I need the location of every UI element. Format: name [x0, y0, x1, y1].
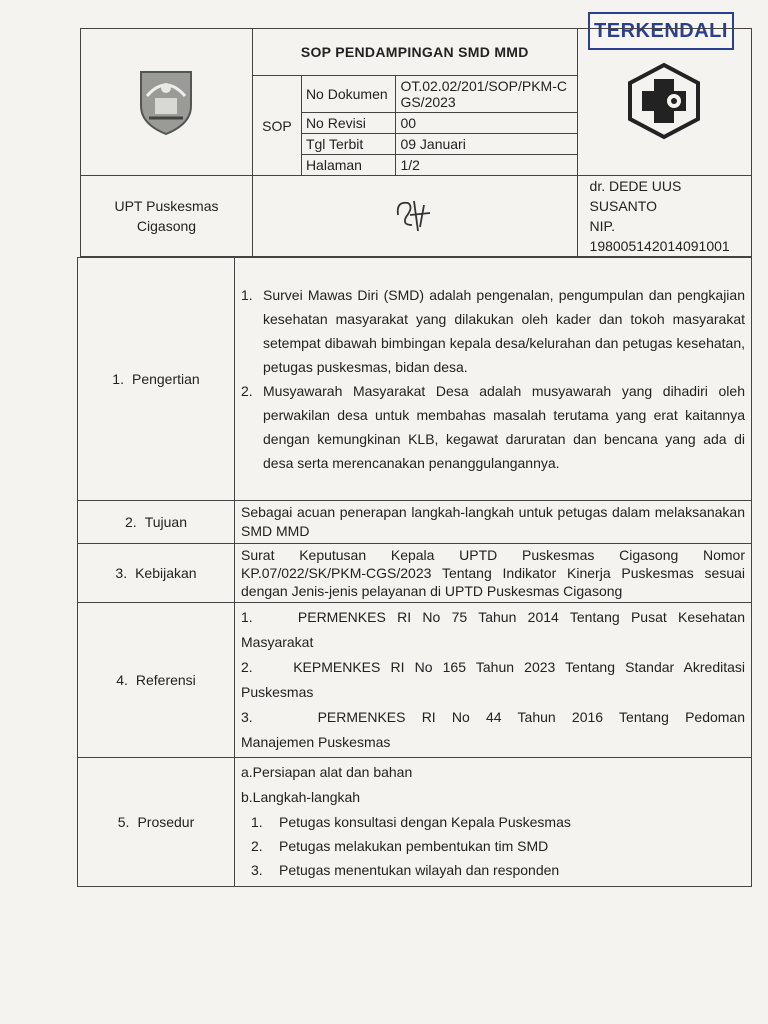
- head-name: dr. DEDE UUS SUSANTO: [589, 178, 682, 214]
- section-label-referensi: [78, 603, 235, 758]
- procedure-step: [241, 858, 745, 882]
- meta-key-halaman: Halaman: [301, 155, 396, 176]
- controlled-stamp: TERKENDALI: [588, 12, 734, 50]
- meta-value-revisi: 00: [396, 113, 577, 134]
- unit-name-text: UPT Puskesmas Cigasong: [114, 198, 219, 234]
- meta-value-halaman: 1/2: [396, 155, 577, 176]
- item-text: PERMENKES RI No 44 Tahun 2016 Tentang Pedoman: [317, 709, 745, 725]
- step-number: 1.: [251, 814, 263, 830]
- section-content-kebijakan: Surat Keputusan Kepala UPTD Puskesmas Cigasong Nomor KP.07/022/SK/PKM-CGS/2023 Tentang Indikator Kinerja Puskesmas sesuai dengan Jenis-jenis pelayanan di UPTD Puskesmas Cigasong: [235, 544, 752, 603]
- section-label-prosedur: [78, 758, 235, 887]
- procedure-step: [241, 810, 745, 834]
- signature-icon: [390, 195, 440, 235]
- meta-value-terbit: 09 Januari: [396, 134, 577, 155]
- section-content-pengertian: [235, 258, 752, 501]
- section-title: Pengertian: [131, 371, 200, 387]
- head-of-unit: [577, 176, 751, 257]
- section-title: Tujuan: [144, 514, 187, 530]
- document-title: SOP PENDAMPINGAN SMD MMD: [252, 29, 577, 76]
- item-number: 2.: [241, 659, 253, 675]
- meta-value-dokumen: OT.02.02/201/SOP/PKM-CGS/2023: [396, 76, 577, 113]
- item-number: 2.: [241, 383, 253, 399]
- section-content-referensi: [235, 603, 752, 758]
- regency-logo-icon: [135, 66, 197, 136]
- item-text: Musyawarah Masyarakat Desa adalah musyawarah yang dihadiri oleh perwakilan desa untuk membahas masalah terutama yang erat kaitannya dengan kemungkinan KLB, kegawat daruratan dan bencana yang ada di desa serta merencanakan penanggulangannya.: [263, 383, 745, 471]
- reference-item: [241, 705, 745, 730]
- section-number: 3.: [115, 565, 128, 581]
- definition-item: [241, 283, 745, 379]
- definition-item: [241, 379, 745, 475]
- sop-label: SOP: [252, 76, 301, 176]
- section-number: 5.: [117, 814, 130, 830]
- meta-key-terbit: Tgl Terbit: [301, 134, 396, 155]
- step-number: 2.: [251, 838, 263, 854]
- section-number: 2.: [125, 514, 137, 530]
- section-content-tujuan: Sebagai acuan penerapan langkah-langkah untuk petugas dalam melaksanakan SMD MMD: [235, 501, 752, 544]
- item-number: 1.: [241, 287, 253, 303]
- reference-item: [241, 655, 745, 680]
- meta-key-revisi: No Revisi: [301, 113, 396, 134]
- section-title: Prosedur: [137, 814, 195, 830]
- section-label-tujuan: [78, 501, 235, 544]
- section-number: 4.: [116, 672, 128, 688]
- step-text: Petugas melakukan pembentukan tim SMD: [279, 838, 549, 854]
- section-title: Kebijakan: [135, 565, 197, 581]
- regency-logo-cell: [81, 29, 253, 176]
- section-label-kebijakan: [78, 544, 235, 603]
- unit-name: [81, 176, 253, 257]
- procedure-part-b: b.Langkah-langkah: [241, 789, 361, 805]
- item-text: Survei Mawas Diri (SMD) adalah pengenalan, pengumpulan dan pengkajian kesehatan masyarakat yang dilakukan oleh kader dan tokoh masyarakat setempat dibawah bimbingan kepala desa/kelurahan dan petugas kesehatan, petugas puskesmas, bidan desa.: [263, 287, 745, 375]
- section-content-prosedur: [235, 758, 752, 887]
- reference-item-cont: Manajemen Puskesmas: [241, 734, 391, 750]
- meta-key-dokumen: No Dokumen: [301, 76, 396, 113]
- signature-cell: [252, 176, 577, 257]
- section-label-pengertian: [78, 258, 235, 501]
- item-number: 1.: [241, 609, 253, 625]
- sop-content-table: [77, 257, 752, 887]
- reference-item-cont: Masyarakat: [241, 634, 314, 650]
- procedure-step: [241, 834, 745, 858]
- step-number: 3.: [251, 862, 263, 878]
- sop-header-table: [80, 28, 752, 257]
- item-number: 3.: [241, 709, 253, 725]
- reference-item-cont: Puskesmas: [241, 684, 314, 700]
- reference-item: [241, 605, 745, 630]
- step-text: Petugas menentukan wilayah dan responden: [279, 862, 560, 878]
- section-number: 1.: [112, 371, 124, 387]
- item-text: KEPMENKES RI No 165 Tahun 2023 Tentang Standar Akreditasi: [293, 659, 745, 675]
- puskesmas-logo-cell: [577, 29, 751, 176]
- puskesmas-logo-icon: [624, 61, 704, 141]
- item-text: PERMENKES RI No 75 Tahun 2014 Tentang Pusat Kesehatan: [297, 609, 746, 625]
- section-title: Referensi: [135, 672, 196, 688]
- step-text: Petugas konsultasi dengan Kepala Puskesmas: [279, 814, 571, 830]
- head-nip: NIP. 198005142014091001: [589, 218, 730, 254]
- procedure-part-a: a.Persiapan alat dan bahan: [241, 764, 413, 780]
